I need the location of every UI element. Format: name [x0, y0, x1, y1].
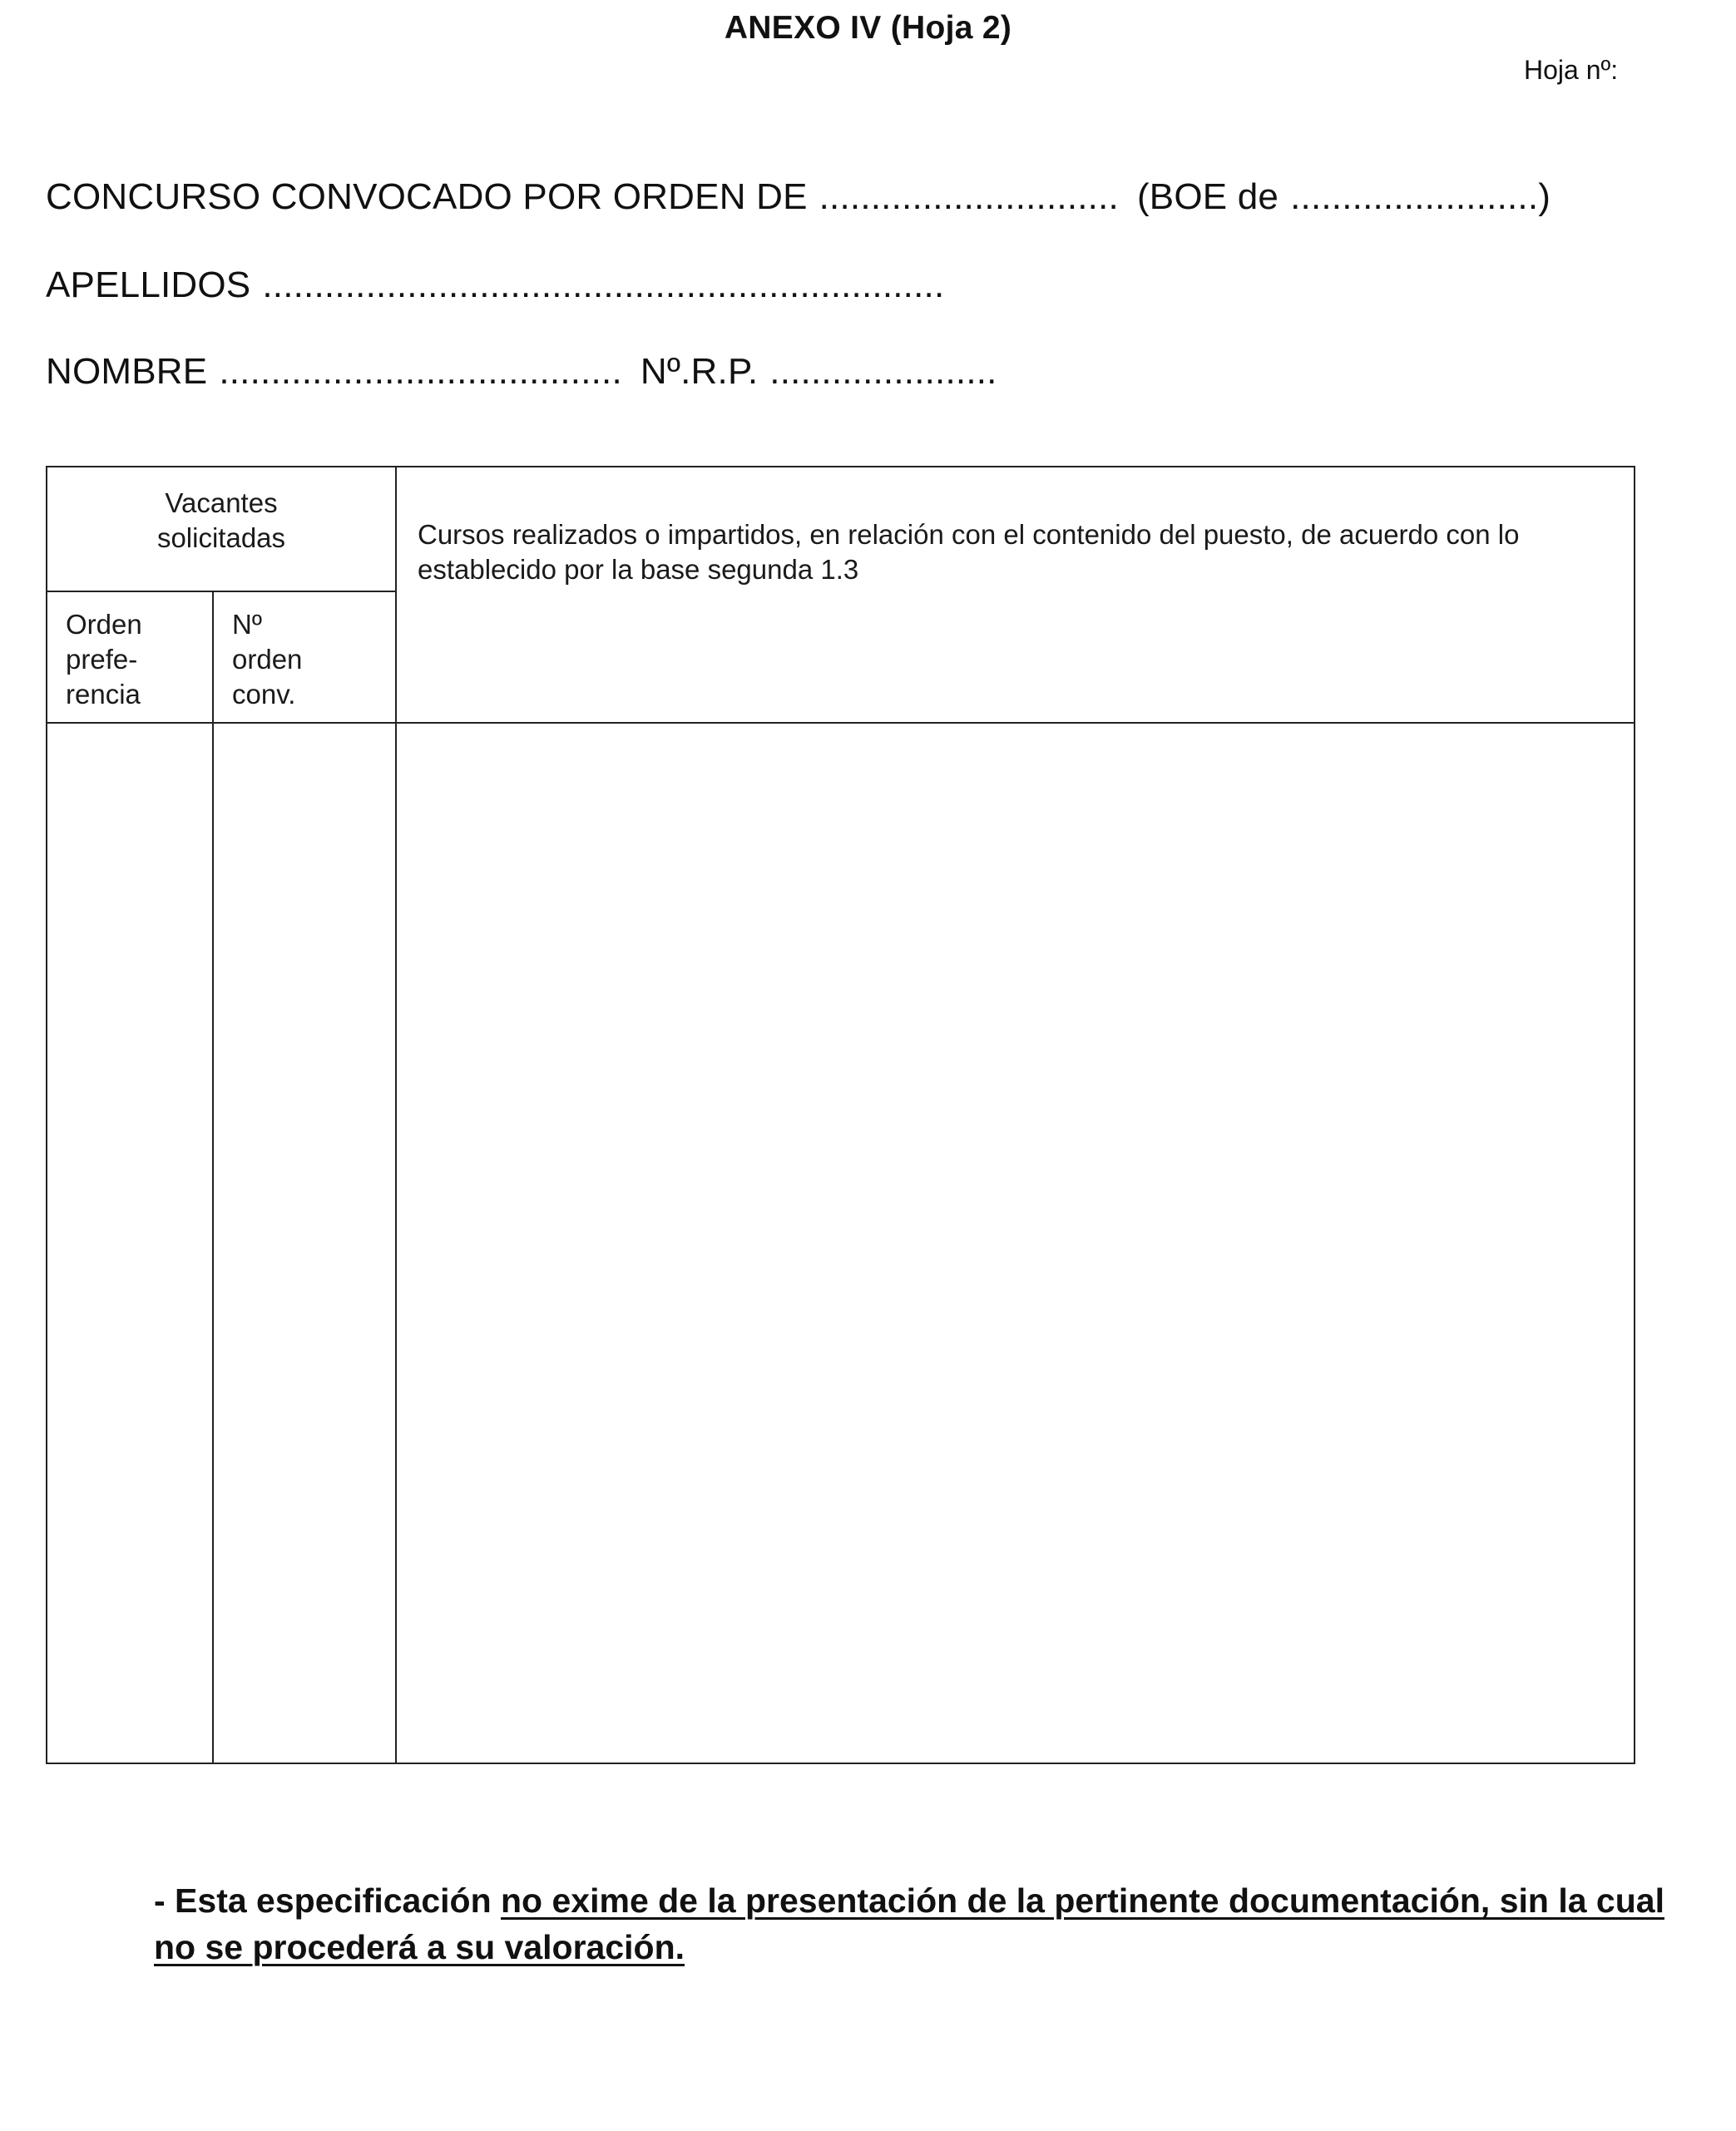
nrp-label: Nº.R.P. — [640, 351, 759, 392]
concurso-field[interactable]: ............................. — [819, 176, 1119, 217]
orden-preferencia-header: Orden prefe- rencia — [66, 609, 142, 710]
sheet-number-label: Hoja nº: — [1524, 55, 1619, 85]
cursos-header: Cursos realizados o impartidos, en relación con el contenido del puesto, de acuerdo con lo establecido por la base segunda 1.3 — [418, 519, 1520, 585]
table-header-split — [47, 591, 396, 592]
boe-label: (BOE de — [1136, 176, 1279, 217]
nombre-line — [46, 351, 997, 393]
apellidos-label: APELLIDOS — [46, 265, 251, 305]
note-underlined: no exime de la presentación de la pertinente documentación, sin la cual no se procederá a su valoración. — [154, 1881, 1664, 1966]
boe-field[interactable]: ........................ — [1290, 176, 1539, 217]
nombre-label: NOMBRE — [46, 351, 208, 392]
apellidos-field[interactable]: .................................................................. — [262, 265, 945, 305]
numero-orden-header: Nº orden conv. — [232, 609, 303, 710]
table-divider-sub — [212, 591, 214, 1763]
concurso-line — [46, 176, 1551, 218]
nombre-field[interactable]: ....................................... — [219, 351, 622, 392]
boe-close: ) — [1538, 176, 1551, 217]
cursos-cell[interactable] — [398, 724, 1634, 1763]
apellidos-line — [46, 265, 944, 306]
table-divider-main — [395, 467, 397, 1763]
nrp-field[interactable]: ...................... — [769, 351, 997, 392]
note-prefix: - Esta especificación — [154, 1881, 502, 1920]
orden-preferencia-cell[interactable] — [47, 724, 211, 1763]
table-header-bottom — [47, 722, 1634, 724]
vacantes-solicitadas-header: Vacantes solicitadas — [156, 487, 286, 553]
vacancies-courses-table — [46, 466, 1635, 1764]
concurso-label: CONCURSO CONVOCADO POR ORDEN DE — [46, 176, 808, 217]
page-title: ANEXO IV (Hoja 2) — [724, 10, 1012, 46]
footer-note — [154, 1877, 1668, 1970]
numero-orden-cell[interactable] — [215, 724, 394, 1763]
